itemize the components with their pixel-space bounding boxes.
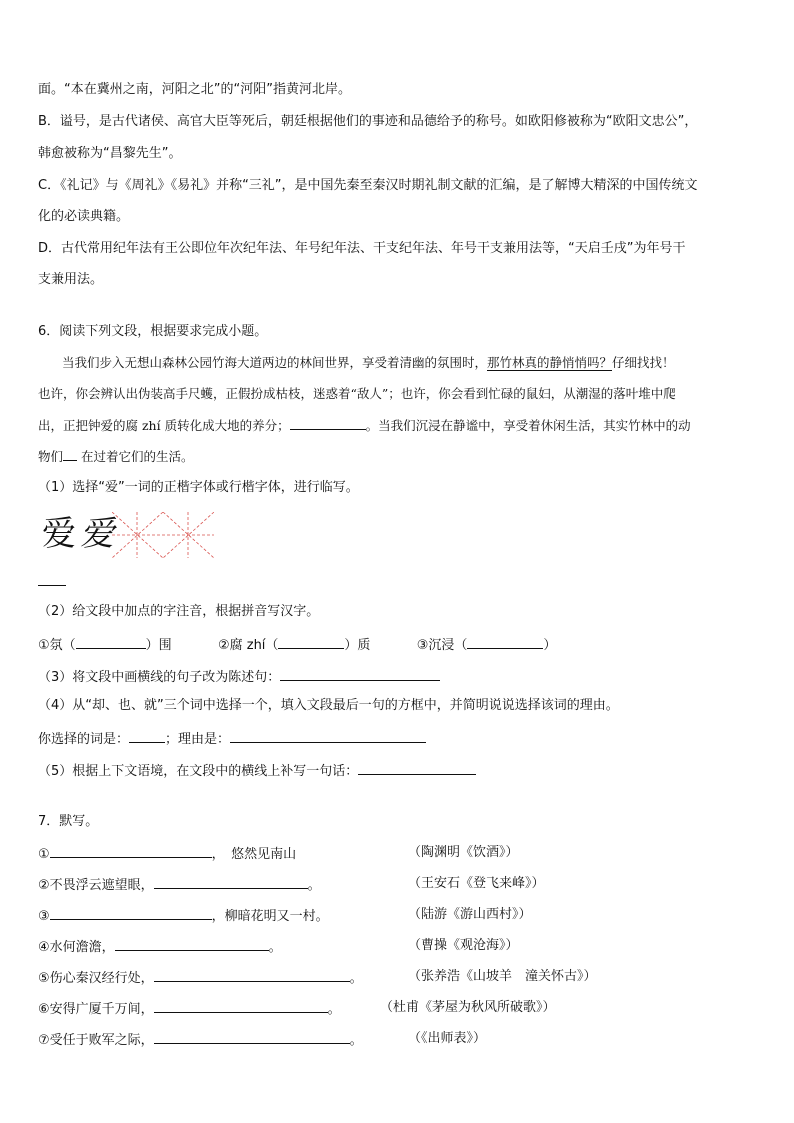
recitation-blank[interactable] (50, 905, 212, 920)
q7-source-7: （《出师表》） (408, 1031, 487, 1046)
item-suffix: 。 (268, 940, 282, 955)
recitation-blank[interactable] (154, 998, 328, 1013)
item-prefix: ②腐 zhí（ (217, 638, 279, 653)
question-text: （3）将文段中画横线的句子改为陈述句： (38, 670, 281, 685)
q5-option-c-line2: 化的必读典籍。 (38, 209, 130, 224)
q5-option-c-line1: C．《礼记》与《周礼》《易礼》并称“三礼”，是中国先秦至秦汉时期礼制文献的汇编，是了解博大精深的中国传统文 (38, 178, 698, 193)
q6-sub1: （1）选择“爱”一词的正楷字体或行楷字体，进行临写。 (38, 480, 359, 495)
q6-passage-line4 (38, 446, 194, 467)
hanzi-blank-2[interactable] (278, 634, 344, 649)
word-choice-blank[interactable] (129, 728, 165, 743)
q7-title: 7．默写。 (38, 814, 99, 829)
item-prefix: ① (38, 847, 50, 862)
q7-item-4 (38, 936, 282, 958)
passage-blank[interactable] (290, 415, 366, 430)
item-suffix: ）质 (344, 638, 371, 653)
passage-text: 。当我们沉浸在静谧中，享受着休闲生活，其实竹林中的动 (365, 418, 691, 433)
q5-option-b-line2: 韩愈被称为“昌黎先生”。 (38, 146, 182, 161)
recitation-blank[interactable] (115, 936, 269, 951)
q6-sub3 (38, 666, 440, 688)
passage-text: 仔细找找！ (612, 355, 675, 370)
item-suffix: ） (543, 638, 557, 653)
item-suffix: 。 (349, 971, 363, 986)
tianzige-practice-grid[interactable] (112, 512, 214, 558)
q7-item-5 (38, 967, 363, 989)
recitation-blank[interactable] (50, 843, 212, 858)
item-suffix: 。 (327, 1002, 341, 1017)
passage-text: 当我们步入无想山森林公园竹海大道两边的林间世界，享受着清幽的氛围时， (62, 355, 488, 370)
q5-option-d-line2: 支兼用法。 (38, 272, 104, 287)
item-suffix: 。 (307, 878, 321, 893)
item-prefix: ①氛（ (38, 638, 76, 653)
recitation-blank[interactable] (154, 967, 350, 982)
pinyin-blank-1[interactable] (76, 634, 146, 649)
q6-sub4: （4）从“却、也、就”三个词中选择一个，填入文段最后一句的方框中，并简明说说选择该词的理由。 (38, 698, 619, 713)
q7-source-1: （陶渊明《饮酒》） (408, 845, 519, 860)
word-blank[interactable] (63, 446, 77, 461)
item-suffix: 。 (349, 1033, 363, 1048)
passage-text: 在过着它们的生活。 (81, 449, 194, 464)
q6-passage-line3 (38, 415, 691, 436)
underlined-sentence: 那竹林真的静悄悄吗？ (487, 355, 613, 370)
answer-blank[interactable] (280, 666, 440, 681)
passage-text: 出，正把钟爱的腐 zhí 质转化成大地的养分； (38, 418, 290, 433)
calligraphy-char-running: 爱 (80, 514, 114, 554)
item-prefix: ④水何澹澹， (38, 940, 115, 955)
q7-item-1 (38, 843, 296, 865)
q5-line-a: 面。“本在冀州之南，河阳之北”的“河阳”指黄河北岸。 (38, 82, 351, 97)
item-prefix: ⑥安得广厦千万间， (38, 1002, 154, 1017)
answer-line[interactable] (38, 585, 66, 586)
item-prefix: ⑦受任于败军之际， (38, 1033, 154, 1048)
q5-option-b-line1: B．谥号，是古代诸侯、高官大臣等死后，朝廷根据他们的事迹和品德给予的称号。如欧阳修被称为“欧阳文忠公”， (38, 114, 698, 129)
item-suffix: ）围 (145, 638, 172, 653)
q6-sub2-items (38, 634, 556, 656)
q7-source-6: （杜甫《茅屋为秋风所破歌》） (380, 1000, 556, 1015)
q5-option-d-line1: D．古代常用纪年法有王公即位年次纪年法、年号纪年法、干支纪年法、年号干支兼用法等，“天启壬戌”为年号干 (38, 241, 686, 256)
pinyin-blank-3[interactable] (467, 634, 543, 649)
item-suffix: ，柳暗花明又一村。 (211, 909, 329, 924)
q6-sub5 (38, 760, 476, 782)
item-prefix: ③ (38, 909, 50, 924)
q6-passage-line2: 也许，你会辨认出伪装高手尺蠖，正假扮成枯枝，迷惑着“敌人”；也许，你会看到忙碌的鼠妇，从潮湿的落叶堆中爬 (38, 386, 676, 401)
item-prefix: ⑤伤心秦汉经行处， (38, 971, 154, 986)
q7-source-4: （曹操《观沧海》） (408, 938, 519, 953)
q7-item-6 (38, 998, 341, 1020)
question-text: 你选择的词是： (38, 732, 130, 747)
passage-text: 物们 (38, 449, 64, 464)
reason-blank[interactable] (230, 728, 426, 743)
question-text: （5）根据上下文语境，在文段中的横线上补写一句话： (38, 764, 359, 779)
q6-sub2: （2）给文段中加点的字注音，根据拼音写汉字。 (38, 604, 320, 619)
q6-title: 6．阅读下列文段，根据要求完成小题。 (38, 324, 268, 339)
q7-item-7 (38, 1029, 363, 1051)
recitation-blank[interactable] (154, 1029, 350, 1044)
item-suffix: ， 悠然见南山 (211, 847, 297, 862)
q7-source-3: （陆游《游山西村》） (408, 907, 532, 922)
item-prefix: ③沉浸（ (416, 638, 468, 653)
item-prefix: ②不畏浮云遮望眼， (38, 878, 154, 893)
question-text: ；理由是： (165, 732, 231, 747)
q6-passage-line1 (62, 353, 675, 373)
recitation-blank[interactable] (154, 874, 308, 889)
q7-source-2: （王安石《登飞来峰》） (408, 876, 545, 891)
q7-source-5: （张养浩《山坡羊 潼关怀古》） (408, 969, 597, 984)
calligraphy-char-regular: 爱 (42, 514, 76, 554)
q7-item-2 (38, 874, 321, 896)
q6-sub4-answer (38, 728, 426, 750)
answer-blank[interactable] (358, 760, 476, 775)
q7-item-3 (38, 905, 329, 927)
